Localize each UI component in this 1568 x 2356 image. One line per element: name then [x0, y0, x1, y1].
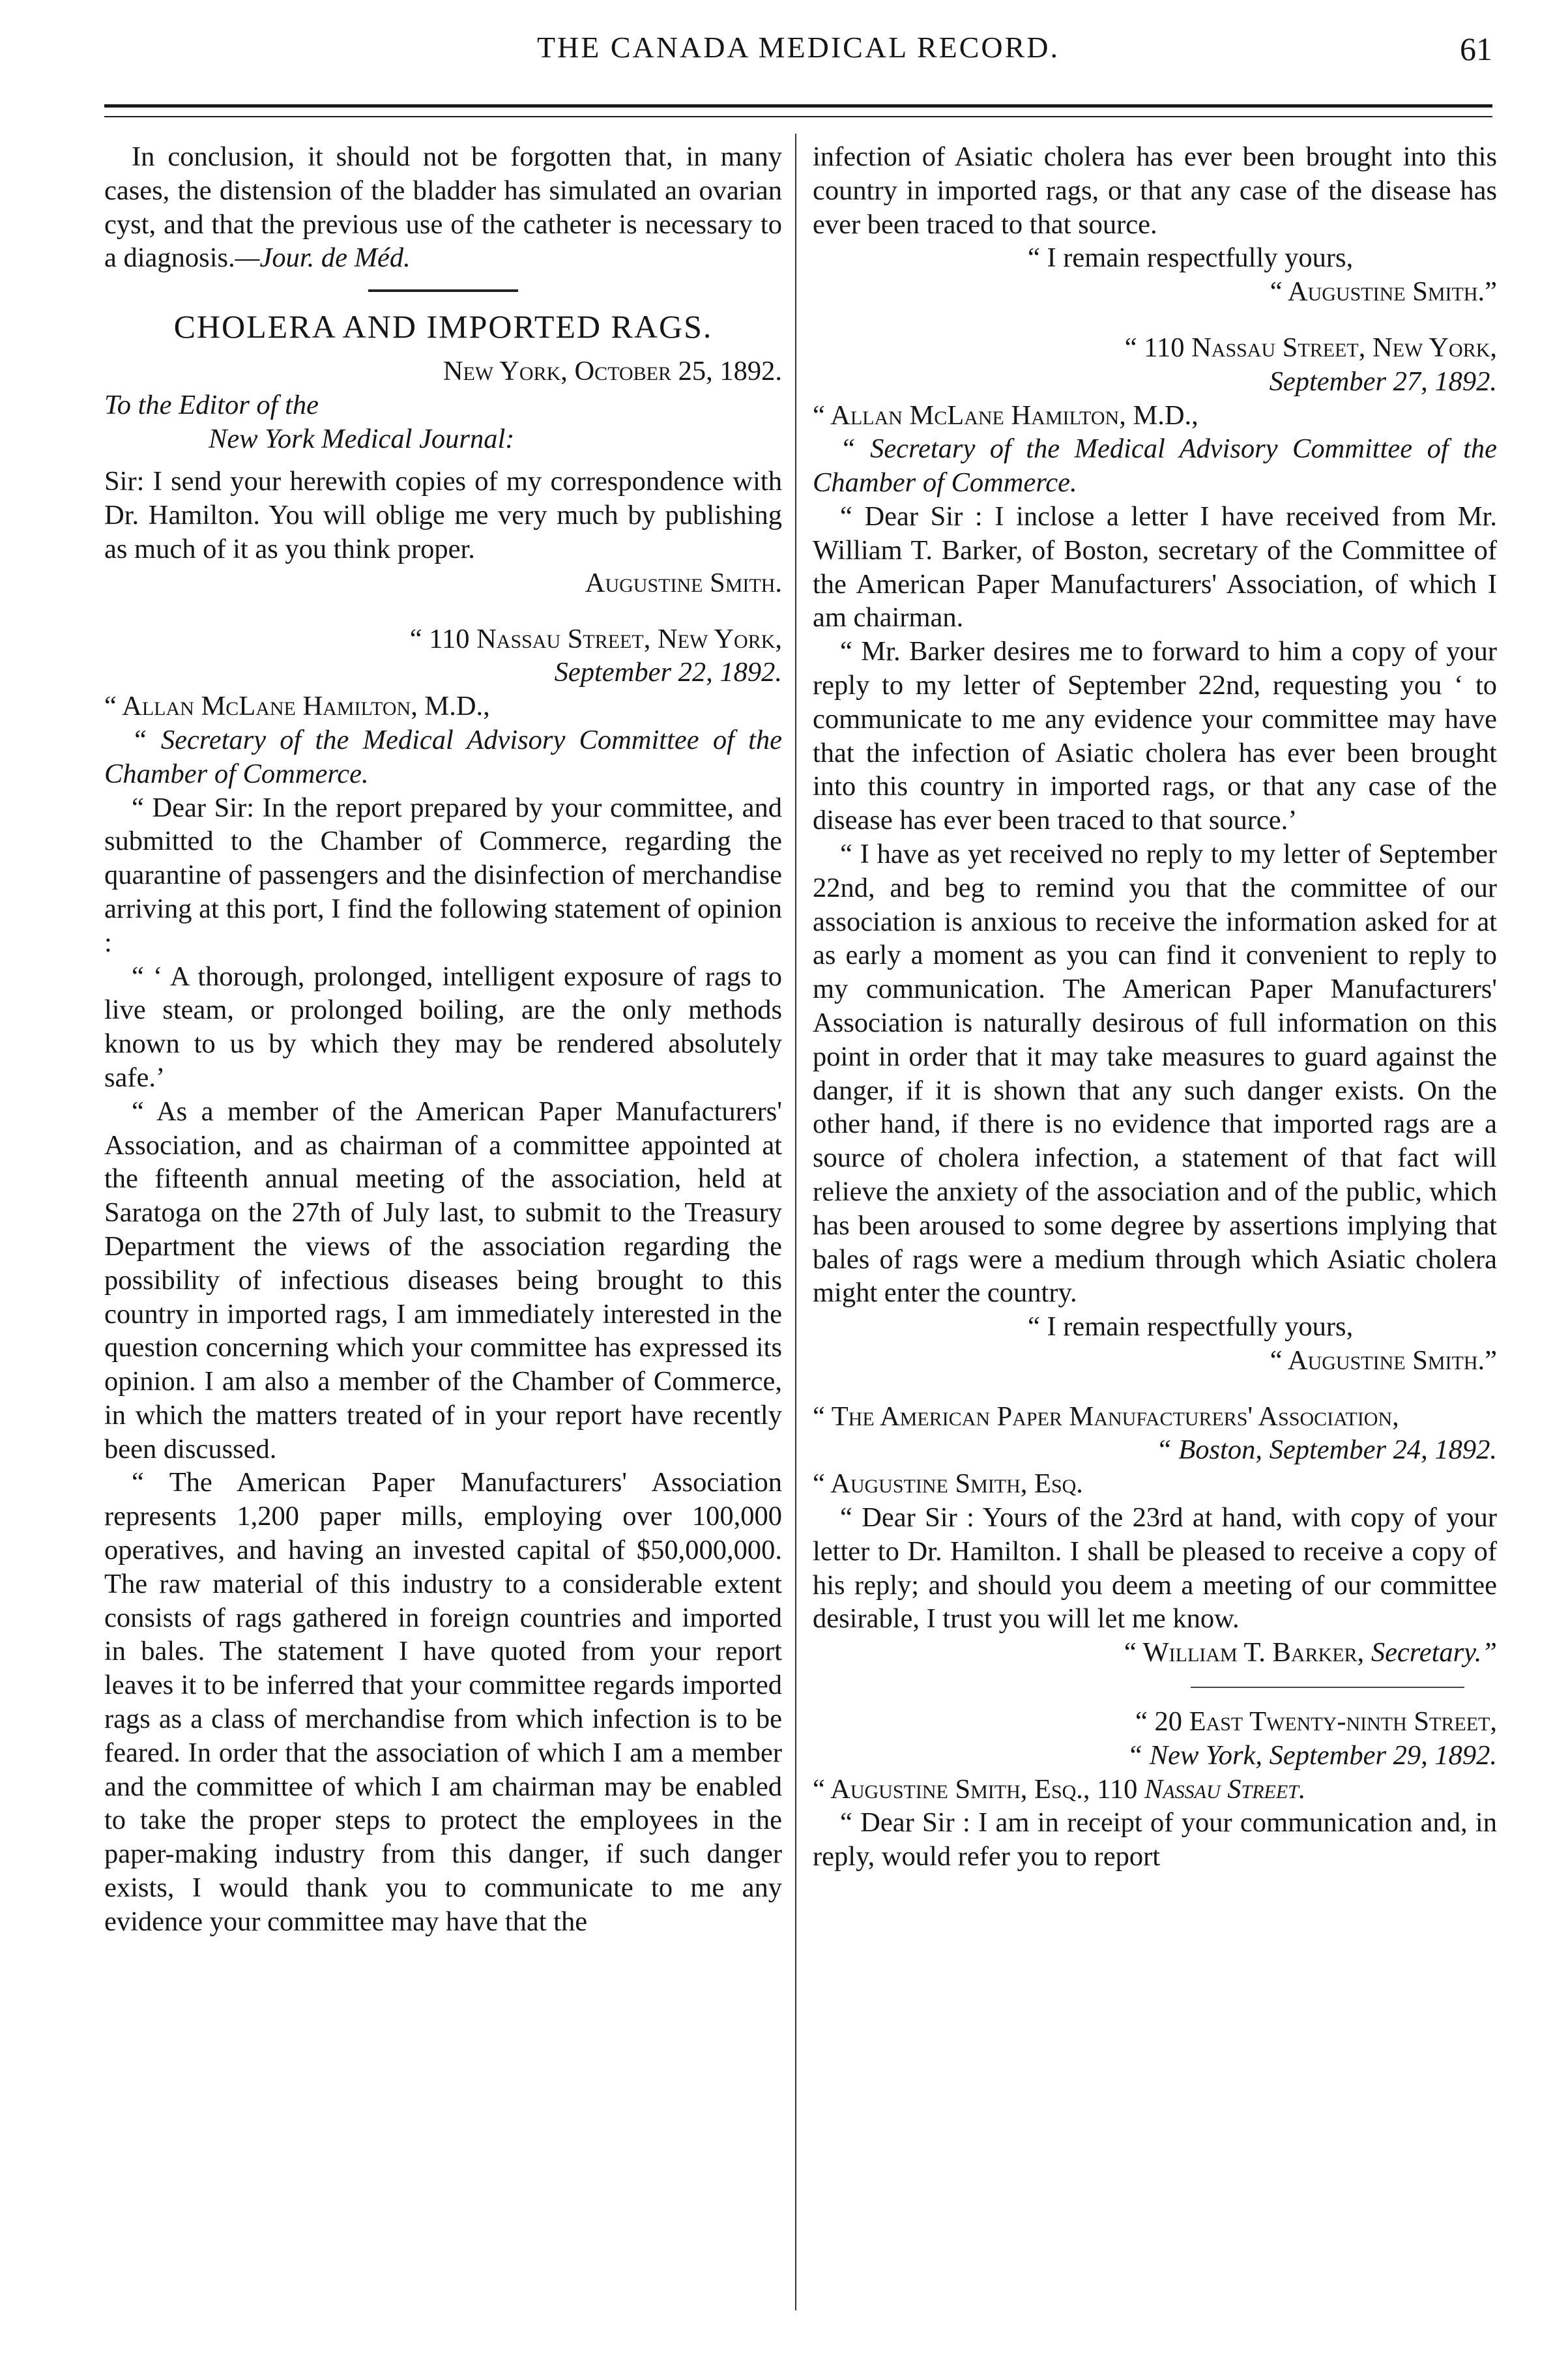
letter2-recipient-title: “ Secretary of the Medical Advisory Committee of the Chamber of Commerce.: [813, 433, 1497, 499]
intro-signature: Augustine Smith.: [585, 567, 782, 598]
letter4-date: “ New York, September 29, 1892.: [1127, 1739, 1497, 1771]
letter4-recipient-street: Nassau Street.: [1144, 1773, 1306, 1805]
letter2-signature: “ Augustine Smith.”: [1270, 1345, 1497, 1376]
left-column: [104, 140, 782, 1939]
letter2-date: September 27, 1892.: [1269, 366, 1497, 397]
section-title: CHOLERA AND IMPORTED RAGS.: [173, 308, 713, 345]
letter1-recipient: “ Allan McLane Hamilton, M.D.,: [104, 691, 490, 722]
dateline: New York, October 25, 1892.: [443, 355, 782, 386]
letter1-recipient-title: “ Secretary of the Medical Advisory Committee of the Chamber of Commerce.: [104, 724, 782, 789]
header-rule-thick: [104, 104, 1492, 108]
letter3-signature: “ William T. Barker,: [1124, 1637, 1365, 1668]
page-number: 61: [1460, 31, 1492, 67]
letter3-body: “ Dear Sir : Yours of the 23rd at hand, with copy of your letter to Dr. Hamilton. I shall be pleased to receive a copy of his reply; and should you deem a meeting of our committee desirable, I trust you will let me know.: [813, 1502, 1497, 1635]
letter1-address: “ 110 Nassau Street, New York,: [409, 623, 782, 654]
letter2-address: “ 110 Nassau Street, New York,: [1124, 332, 1497, 363]
conclusion-citation: —Jour. de Méd.: [235, 242, 411, 274]
letter3-recipient: “ Augustine Smith, Esq.: [813, 1468, 1083, 1500]
letter2-paragraph-2: “ Mr. Barker desires me to forward to him a copy of your reply to my letter of September 22nd, requesting you ‘ to communicate to me any evidence your committee may have that the infection of Asiatic cholera has ever been brought into this country in imported rags, or that any case of the disease has ever been traced to that source.’: [813, 636, 1497, 836]
running-title: THE CANADA MEDICAL RECORD.: [536, 31, 1060, 64]
letter4-recipient-line: [813, 1773, 1497, 1807]
letter3-signature-title: Secretary.”: [1371, 1637, 1497, 1668]
letter3-signature-line: [813, 1636, 1497, 1670]
intro-letter: Sir: I send your herewith copies of my correspondence with Dr. Hamilton. You will oblige me very much by publishing as much of it as you think proper.: [104, 466, 782, 564]
letter2-paragraph-3: “ I have as yet received no reply to my letter of September 22nd, and beg to remind you that the committee of our association is anxious to receive the information asked for at as early a moment as you can find it convenient to reply to my communication. The American Paper Manufacturers' Association is naturally desirous of full information on this point in order that it may take measures to guard against the danger, if it is shown that any such danger exists. On the other hand, if there is no evidence that imported rags are a source of cholera infection, a statement of that fact will relieve the anxiety of the association and of the public, which has been aroused to some degree by assertions implying that bales of rags were a medium through which Asiatic cholera might enter the country.: [813, 838, 1497, 1309]
letter3-date: “ Boston, September 24, 1892.: [1156, 1434, 1497, 1466]
letter1-closing: “ I remain respectfully yours,: [1028, 242, 1354, 274]
letter1-date: September 22, 1892.: [554, 657, 782, 688]
conclusion-paragraph: In conclusion, it should not be forgotten that, in many cases, the distension of the bladder has simulated an ovarian cyst, and that the previous use of the catheter is necessary to a diagnosis.—Jour. de Méd.: [104, 141, 782, 274]
right-column: [813, 140, 1497, 1874]
letter1-quote: “ ‘ A thorough, prolonged, intelligent exposure of rags to live steam, or prolonged boiling, are the only methods known to us by which they may be rendered absolutely safe.’: [104, 961, 782, 1093]
letter2-closing: “ I remain respectfully yours,: [1028, 1311, 1354, 1343]
header-rule-thin: [104, 116, 1492, 117]
addressee-line-2: New York Medical Journal:: [209, 423, 515, 454]
letter2-recipient: “ Allan McLane Hamilton, M.D.,: [813, 400, 1198, 431]
addressee-line-1: To the Editor of the: [104, 389, 319, 420]
letter1-paragraph-3-continued: infection of Asiatic cholera has ever been brought into this country in imported rags, or that any case of the disease has ever been traced to that source.: [813, 141, 1497, 240]
letter4-recipient: “ Augustine Smith, Esq., 110: [813, 1773, 1138, 1805]
page-header: [104, 26, 1492, 85]
letter3-organization: “ The American Paper Manufacturers' Association,: [813, 1401, 1399, 1432]
letter1-paragraph-1: “ Dear Sir: In the report prepared by your committee, and submitted to the Chamber of Commerce, regarding the quarantine of passengers and the disinfection of merchandise arriving at this port, I find the following statement of opinion :: [104, 792, 782, 958]
letter2-paragraph-1: “ Dear Sir : I inclose a letter I have received from Mr. William T. Barker, of Boston, secretary of the Committee of the American Paper Manufacturers' Association, of which I am chairman.: [813, 501, 1497, 633]
letter4-address: “ 20 East Twenty-ninth Street,: [1135, 1706, 1497, 1738]
letter1-signature: “ Augustine Smith.”: [1270, 276, 1497, 308]
column-divider: [795, 134, 796, 2310]
letter1-paragraph-2: “ As a member of the American Paper Manufacturers' Association, and as chairman of a committee appointed at the fifteenth annual meeting of the association, held at Saratoga on the 27th of July last, to submit to the Treasury Department the views of the association regarding the possibility of infectious diseases being brought to this country in imported rags, I am immediately interested in the question concerning which your committee has expressed its opinion. I am also a member of the Chamber of Commerce, in which the matters treated of in your report have recently been discussed.: [104, 1096, 782, 1464]
section-divider: [368, 289, 518, 292]
letter4-body-start: “ Dear Sir : I am in receipt of your communication and, in reply, would refer you to report: [813, 1807, 1497, 1872]
letter1-paragraph-3: “ The American Paper Manufacturers' Association represents 1,200 paper mills, employing over 100,000 operatives, and having an invested capital of $50,000,000. The raw material of this industry to a considerable extent consists of rags gathered in foreign countries and imported in bales. The statement I have quoted from your report leaves it to be inferred that your committee regards imported rags as a class of merchandise from which infection is to be feared. In order that the association of which I am a member and the committee of which I am chairman may be enabled to take the proper steps to protect the employees in the paper-making industry from this danger, if such danger exists, I would thank you to communicate to me any evidence your committee may have that the: [104, 1467, 782, 1937]
letter-divider: [1191, 1687, 1464, 1688]
